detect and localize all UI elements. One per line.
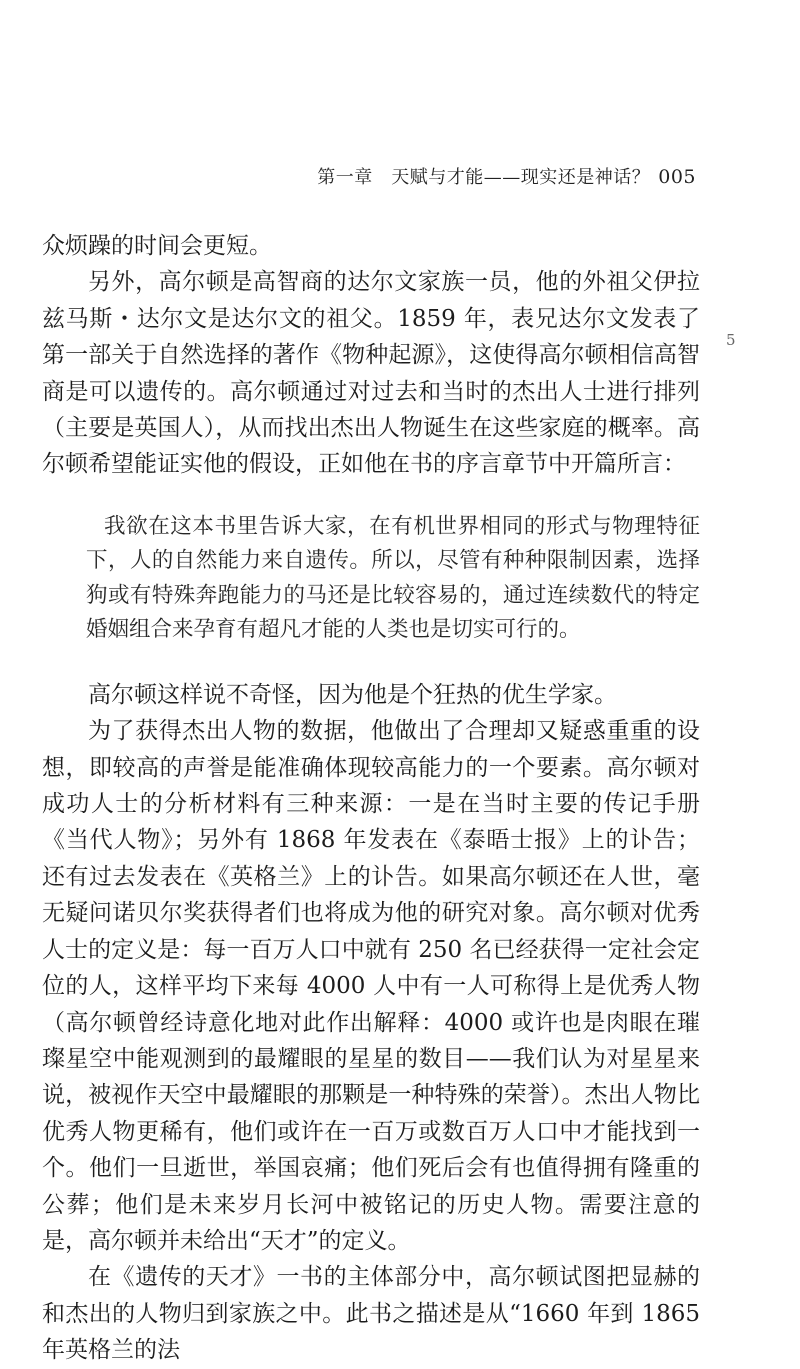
paragraph-darwin-family: 另外，高尔顿是高智商的达尔文家族一员，他的外祖父伊拉兹马斯・达尔文是达尔文的祖父。1859 年，表兄达尔文发表了第一部关于自然选择的著作《物种起源》，这使得高尔顿相信高智商是可以遗传的。高尔顿通过对过去和当时的杰出人士进行排列（主要是英国人），从而找出杰出人物诞生在这些家庭的概率。高尔顿希望能证实他的假设，正如他在书的序言章节中开篇所言： (42, 269, 700, 478)
quote-text: 我欲在这本书里告诉大家，在有机世界相同的形式与物理特征下，人的自然能力来自遗传。所以，尽管有种种限制因素，选择狗或有特殊奔跑能力的马还是比较容易的，通过连续数代的特定婚姻组合来孕育有超凡才能的人类也是切实可行的。 (86, 513, 700, 643)
chapter-title: 第一章 天赋与才能——现实还是神话？ (317, 167, 651, 188)
page-body (42, 228, 700, 1369)
paragraph-eminence-data: 为了获得杰出人物的数据，他做出了合理却又疑惑重重的设想，即较高的声誉是能准确体现较高能力的一个要素。高尔顿对成功人士的分析材料有三种来源：一是在当时主要的传记手册《当代人物》；另外有 1868 年发表在《泰晤士报》上的讣告；还有过去发表在《英格兰》上的讣告。如果高尔顿还在人世，毫无疑问诺贝尔奖获得者们也将成为他的研究对象。高尔顿对优秀人士的定义是：每一百万人口中就有 250 名已经获得一定社会定位的人，这样平均下来每 4000 人中有一人可称得上是优秀人物（高尔顿曾经诗意化地对此作出解释：4000 或许也是肉眼在璀璨星空中能观测到的最耀眼的星星的数目——我们认为对星星来说，被视作天空中最耀眼的那颗是一种特殊的荣誉）。杰出人物比优秀人物更稀有，他们或许在一百万或数百万人口中才能找到一个。他们一旦逝世，举国哀痛；他们死后会有也值得拥有隆重的公葬；他们是未来岁月长河中被铭记的历史人物。需要注意的是，高尔顿并未给出“天才”的定义。 (42, 718, 700, 1254)
running-header (317, 163, 696, 189)
paragraph-continuation: 众烦躁的时间会更短。 (42, 233, 272, 259)
page-number: 005 (658, 166, 696, 188)
paragraph-eugenics: 高尔顿这样说不奇怪，因为他是个狂热的优生学家。 (88, 681, 617, 708)
margin-line-marker: 5 (726, 331, 736, 349)
paragraph-hereditary-genius: 在《遗传的天才》一书的主体部分中，高尔顿试图把显赫的和杰出的人物归到家族之中。此书之描述是从“1660 年到 1865 年英格兰的法 (42, 1264, 700, 1364)
block-quote (42, 510, 700, 648)
